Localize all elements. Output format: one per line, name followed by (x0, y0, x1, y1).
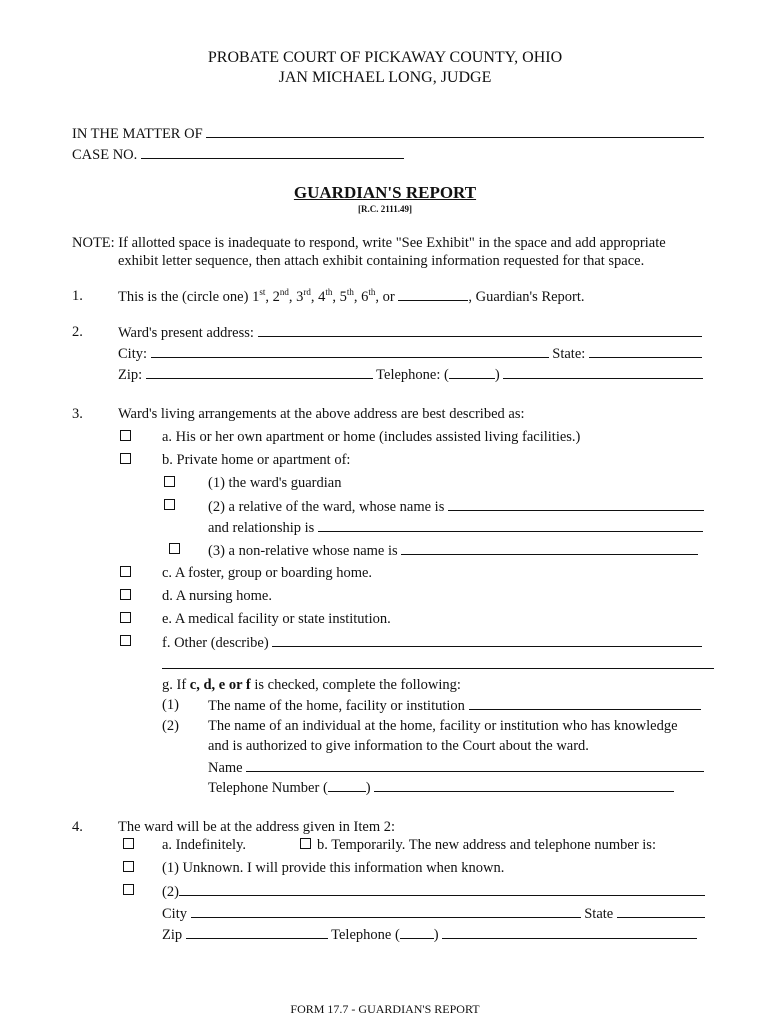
matter-label: IN THE MATTER OF (72, 126, 203, 142)
relationship-label: and relationship is (208, 520, 315, 536)
item-4-telephone-label: Telephone ( (331, 927, 400, 943)
g2-number: (2) (162, 718, 179, 734)
item-4-zip-label: Zip (162, 927, 183, 943)
item-3-number: 3. (72, 406, 83, 422)
item-1-number: 1. (72, 288, 83, 304)
court-name: PROBATE COURT OF PICKAWAY COUNTY, OHIO (207, 49, 563, 66)
other-describe-field[interactable] (272, 633, 702, 647)
state-label: State: (552, 346, 586, 362)
contact-name-label: Name (208, 760, 243, 776)
g-options: c, d, e or f (189, 677, 251, 693)
option-3b3: (3) a non-relative whose name is (208, 543, 398, 559)
option-4b: b. Temporarily. The new address and telephone number is: (317, 837, 656, 853)
item-1-n6: , 6 (353, 289, 369, 305)
item-4-state-label: State (584, 906, 614, 922)
checkbox-3e[interactable] (120, 612, 131, 623)
g-instruction (162, 676, 461, 694)
checkbox-3b3[interactable] (169, 543, 180, 554)
checkbox-3a[interactable] (120, 430, 131, 441)
ord-rd: rd (303, 287, 311, 298)
checkbox-4-unknown[interactable] (123, 861, 134, 872)
option-3b1: (1) the ward's guardian (208, 475, 342, 491)
checkbox-3b2[interactable] (164, 499, 175, 510)
matter-field[interactable] (206, 124, 704, 138)
checkbox-3d[interactable] (120, 589, 131, 600)
address-field[interactable] (258, 323, 702, 337)
checkbox-3f[interactable] (120, 635, 131, 646)
option-4a: a. Indefinitely. (162, 837, 247, 853)
statute-reference: [R.C. 2111.49] (358, 204, 412, 214)
option-3d: d. A nursing home. (162, 588, 272, 604)
item-4-city-field[interactable] (191, 904, 581, 918)
other-describe-field-2[interactable] (162, 655, 714, 669)
option-4-address-row (162, 882, 705, 901)
item-1-row (118, 287, 585, 306)
g2-line-2: and is authorized to give information to the Court about the ward. (208, 738, 589, 754)
other-describe-row-2 (162, 655, 714, 674)
option-3c: c. A foster, group or boarding home. (162, 565, 373, 581)
ord-st: st (259, 287, 266, 298)
item-3-intro: Ward's living arrangements at the above address are best described as: (118, 406, 525, 422)
option-3b2: (2) a relative of the ward, whose name is (208, 499, 445, 515)
contact-telephone-label: Telephone Number ( (208, 780, 328, 796)
address-label: Ward's present address: (118, 325, 254, 341)
option-4-two: (2) (162, 884, 179, 900)
report-number-field[interactable] (398, 287, 468, 301)
option-3a: a. His or her own apartment or home (includes assisted living facilities.) (162, 429, 581, 445)
option-3f-row (162, 633, 702, 652)
item-4-area-code-field[interactable] (400, 925, 434, 939)
item-2-number: 2. (72, 324, 83, 340)
address-row (118, 323, 702, 342)
city-field[interactable] (151, 344, 549, 358)
contact-name-row (208, 758, 704, 777)
zip-label: Zip: (118, 367, 143, 383)
item-4-zip-row (162, 925, 697, 944)
telephone-field[interactable] (503, 365, 703, 379)
item-1-n3: , 3 (288, 289, 304, 305)
g-prefix: g. If (162, 677, 187, 693)
item-4-intro: The ward will be at the address given in Item 2: (118, 819, 396, 835)
city-row (118, 344, 702, 363)
item-1-n2: , 2 (265, 289, 280, 305)
option-3b3-row (208, 541, 698, 560)
item-4-zip-field[interactable] (186, 925, 328, 939)
g2-line-1: The name of an individual at the home, facility or institution who has knowledge (208, 718, 678, 734)
g1-number: (1) (162, 697, 179, 713)
item-1-or: , or (375, 289, 395, 305)
area-code-field[interactable] (449, 365, 495, 379)
page-title: GUARDIAN'S REPORT (293, 183, 477, 202)
telephone-label: Telephone: ( (376, 367, 449, 383)
zip-field[interactable] (146, 365, 373, 379)
option-3b2-row (208, 497, 704, 516)
ord-th-4: th (325, 287, 333, 298)
note-line-2: exhibit letter sequence, then attach exhibit containing information requested for that space. (118, 253, 645, 269)
contact-area-code-field[interactable] (328, 778, 366, 792)
judge-name: JAN MICHAEL LONG, JUDGE (278, 69, 492, 86)
contact-telephone-field[interactable] (374, 778, 674, 792)
item-4-number: 4. (72, 819, 83, 835)
contact-telephone-row (208, 778, 674, 797)
ord-nd: nd (279, 287, 289, 298)
case-number-field[interactable] (141, 145, 404, 159)
contact-telephone-paren: ) (365, 780, 371, 796)
option-4-unknown: (1) Unknown. I will provide this information when known. (162, 860, 505, 876)
telephone-paren: ) (494, 367, 500, 383)
matter-row (72, 124, 704, 143)
checkbox-3b1[interactable] (164, 476, 175, 487)
checkbox-4b[interactable] (300, 838, 311, 849)
option-3f: f. Other (describe) (162, 635, 269, 651)
contact-name-field[interactable] (246, 758, 704, 772)
form-footer: FORM 17.7 - GUARDIAN'S REPORT (290, 1002, 480, 1016)
g1-label: The name of the home, facility or institution (208, 698, 465, 714)
checkbox-3b[interactable] (120, 453, 131, 464)
non-relative-name-field[interactable] (401, 541, 698, 555)
ord-th-6: th (368, 287, 376, 298)
item-1-prefix: This is the (circle one) 1 (118, 289, 260, 305)
option-3b: b. Private home or apartment of: (162, 452, 351, 468)
item-4-state-field[interactable] (617, 904, 705, 918)
item-4-telephone-field[interactable] (442, 925, 697, 939)
new-address-field[interactable] (179, 882, 705, 896)
item-4-city-label: City (162, 906, 187, 922)
case-label: CASE NO. (72, 147, 138, 163)
state-field[interactable] (589, 344, 702, 358)
relative-name-field[interactable] (448, 497, 704, 511)
ord-th-5: th (346, 287, 354, 298)
checkbox-3c[interactable] (120, 566, 131, 577)
item-4-telephone-paren: ) (433, 927, 439, 943)
relationship-field[interactable] (318, 518, 703, 532)
case-row (72, 145, 404, 164)
note-line-1: NOTE: If allotted space is inadequate to respond, write "See Exhibit" in the space and add appropriate (72, 235, 666, 251)
zip-row (118, 365, 703, 384)
item-4-city-row (162, 904, 705, 923)
checkbox-4a[interactable] (123, 838, 134, 849)
facility-name-field[interactable] (469, 696, 701, 710)
checkbox-4-address[interactable] (123, 884, 134, 895)
relationship-row (208, 518, 703, 537)
g-suffix: is checked, complete the following: (254, 677, 461, 693)
item-1-n4: , 4 (310, 289, 326, 305)
g1-row (208, 696, 701, 715)
city-label: City: (118, 346, 148, 362)
item-1-n5: , 5 (332, 289, 347, 305)
option-3e: e. A medical facility or state institution. (162, 611, 391, 627)
item-1-suffix: , Guardian's Report. (468, 289, 585, 305)
